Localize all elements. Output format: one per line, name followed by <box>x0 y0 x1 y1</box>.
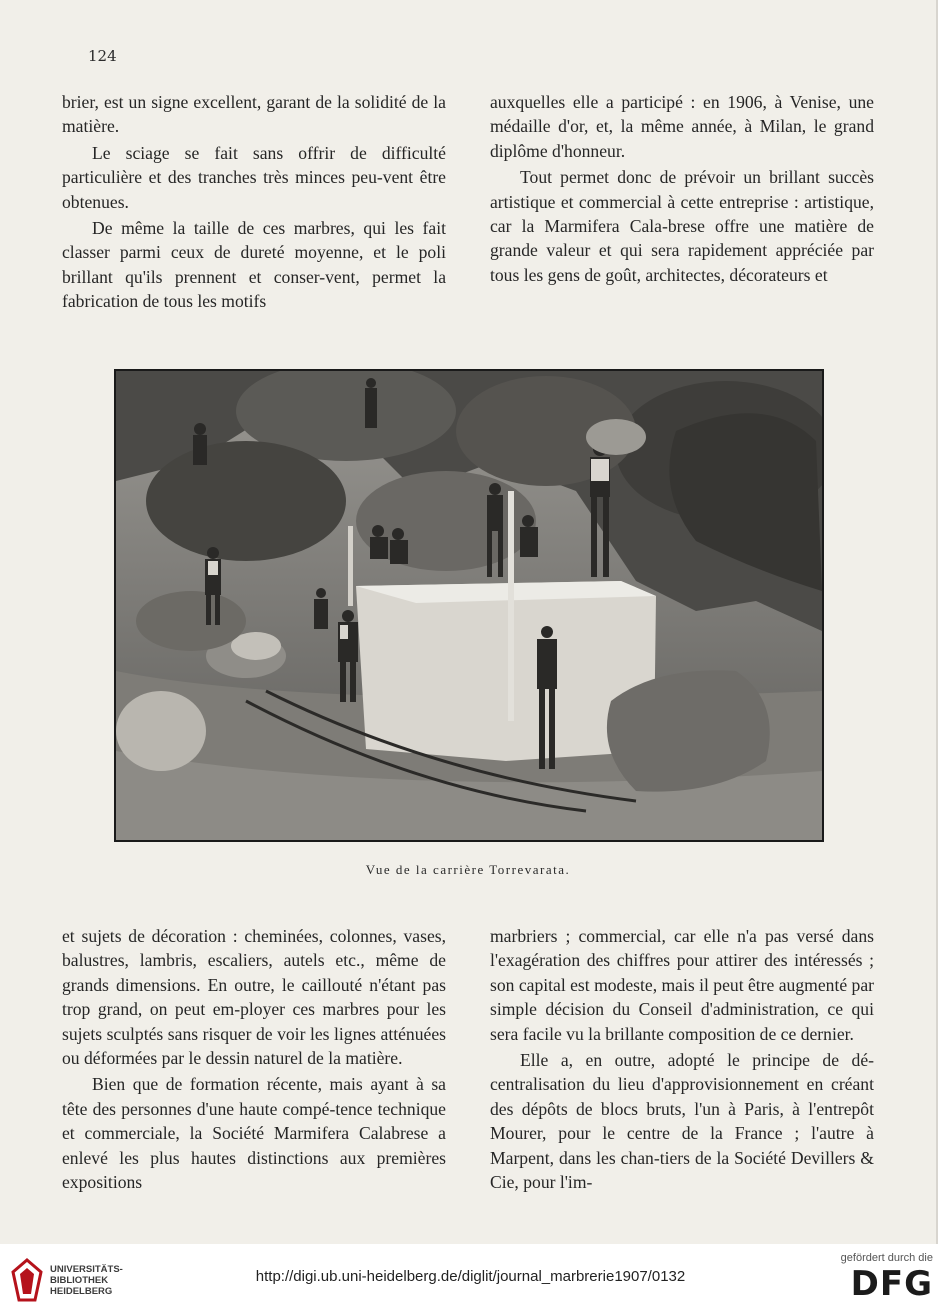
quarry-photo-illustration <box>116 371 822 840</box>
footer-bar <box>0 1246 941 1314</box>
source-url-link[interactable]: http://digi.ub.uni-heidelberg.de/diglit/journal_marbrerie1907/0132 <box>255 1268 686 1285</box>
text-column-bottom-right <box>490 924 874 1196</box>
quarry-photograph <box>114 369 824 842</box>
library-line: HEIDELBERG <box>50 1285 113 1297</box>
paragraph: Bien que de formation récente, mais ayant à sa tête des personnes d'une haute compé-tence technique et commerciale, la Société Marmifera Calabrese a enlevé les plus hautes distinctions aux premières expositions <box>62 1074 446 1193</box>
paragraph: brier, est un signe excellent, garant de la solidité de la matière. <box>62 92 446 137</box>
library-line: BIBLIOTHEK <box>50 1274 109 1286</box>
paragraph: Le sciage se fait sans offrir de difficulté particulière et des tranches très minces peu-vent être obtenues. <box>62 142 446 212</box>
paragraph: auxquelles elle a participé : en 1906, à Venise, une médaille d'or, et, la même année, à Milan, le grand diplôme d'honneur. <box>490 92 874 161</box>
dfg-logo: DFG <box>850 1264 933 1304</box>
photo-caption: Vue de la carrière Torrevarata. <box>365 862 571 877</box>
paragraph: marbriers ; commercial, car elle n'a pas versé dans l'exagération des chiffres pour attirer des intéressés ; son capital est modeste, mais il peut être augmenté par simple décision du Conseil d'administration, ce qui sera facile vu la brillante composition de ce dernier. <box>490 926 875 1044</box>
paragraph: Tout permet donc de prévoir un brillant succès artistique et commercial à cette entreprise : artistique, car la Marmifera Cala-brese offre une matière de grande valeur et qui sera rapidement appréciée par tous les gens de goût, architectes, décorateurs et <box>490 167 874 285</box>
paragraph: De même la taille de ces marbres, qui les fait classer parmi ceux de dureté moyenne, et le poli brillant qu'ils prennent et conser-vent, permet la fabrication de tous les motifs <box>62 218 446 312</box>
text-column-bottom-left <box>62 924 446 1196</box>
paragraph: Elle a, en outre, adopté le principe de dé-centralisation du lieu d'approvisionnement en créant des dépôts de blocs bruts, l'un à Paris, à l'entrepôt Mourer, pour le centre de la France ; l'autre à Marpent, dans les chan-tiers de la Société Devillers & Cie, pour l'im- <box>490 1050 874 1193</box>
text-column-top-right <box>490 90 874 289</box>
page-number: 124 <box>88 47 117 65</box>
text-column-top-left <box>62 90 446 316</box>
library-line: UNIVERSITÄTS- <box>50 1263 123 1275</box>
dfg-funding[interactable] <box>833 1252 933 1304</box>
funded-by-label: gefördert durch die <box>840 1252 933 1264</box>
paragraph: et sujets de décoration : cheminées, colonnes, vases, balustres, lambris, escaliers, autels etc., même de grands dimensions. En outre, le caillouté n'étant pas trop grand, on peut em-ployer ces marbres pour les sujets sculptés sans risquer de voir les lignes atténuées ou déformées par le dessin naturel de la matière. <box>62 926 446 1069</box>
